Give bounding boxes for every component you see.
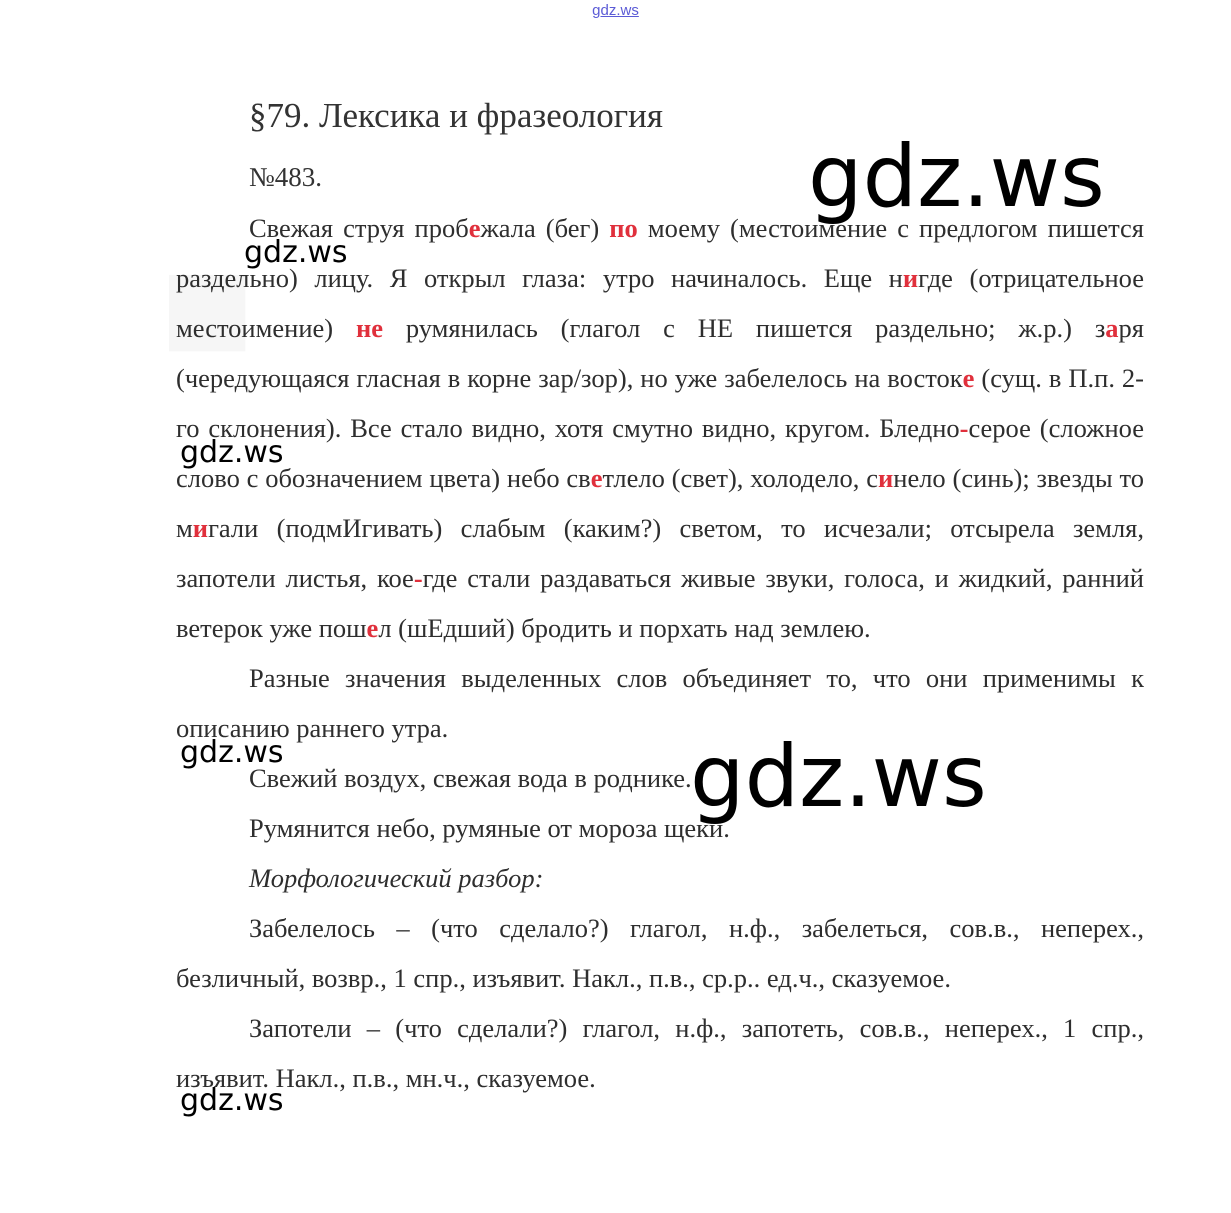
morph-heading: Морфологический разбор:	[249, 863, 544, 893]
highlight-letter: е	[590, 463, 603, 493]
highlight-letter: а	[1105, 313, 1119, 343]
highlight-letter: е	[366, 613, 379, 643]
site-link[interactable]: gdz.ws	[592, 2, 639, 19]
example-fresh: Свежий воздух, свежая вода в роднике.	[249, 763, 692, 793]
watermark-large: gdz.ws	[690, 727, 987, 827]
watermark-small: gdz.ws	[180, 435, 284, 470]
highlight-letter: е	[962, 363, 975, 393]
paragraph-main: Свежая струя пробежала (бег) по моему (местоимение с предлогом пишется раздельно) лицу. Я открыл глаза: утро начиналось. Еще нигде (отрицательное местоимение) не румянилась (глагол с НЕ пишется раздельно; ж.р.) заря (чередующаяся гласная в корне зар/зор), но уже забелелось на востоке (сущ. в П.п. 2-го склонения). Все стало видно, хотя смутно видно, кругом. Бледно-серое (сложное слово с обозначением цвета) небо светлело (свет), холодело, синело (синь); звезды то мигали (подмИгивать) слабым (каким?) светом, то исчезали; отсырела земля, запотели листья, кое-где стали раздаваться живые звуки, голоса, и жидкий, ранний ветерок уже пошел (шЕдший) бродить и порхать над землею.	[176, 213, 1145, 643]
highlight-letter: е	[468, 213, 481, 243]
morph-analysis-1: Забелелось – (что сделало?) глагол, н.ф., забелеться, сов.в., неперех., безличный, возвр., 1 спр., изъявит. Накл., п.в., ср.р.. ед.ч., сказуемое.	[176, 913, 1144, 993]
example-ruddy: Румянится небо, румяные от мороза щеки.	[249, 813, 730, 843]
highlight-letter: и	[902, 263, 919, 293]
watermark-small: gdz.ws	[180, 735, 284, 770]
highlight-letter: и	[192, 513, 209, 543]
page-title: §79. Лексика и фразеология	[249, 96, 663, 135]
highlight-letter: и	[877, 463, 894, 493]
watermark-small: gdz.ws	[180, 1083, 284, 1118]
highlight-hyphen: -	[413, 563, 423, 593]
exercise-number: №483.	[249, 162, 323, 192]
watermark-small: gdz.ws	[244, 235, 348, 270]
highlight-hyphen: -	[959, 413, 969, 443]
answer-text	[176, 203, 1144, 1103]
highlight-word: не	[355, 313, 383, 343]
paragraph-explanation: Разные значения выделенных слов объединяет то, что они применимы к описанию раннего утра.	[176, 663, 1144, 743]
morph-analysis-2: Запотели – (что сделали?) глагол, н.ф., запотеть, сов.в., неперех., 1 спр., изъявит. Накл., п.в., мн.ч., сказуемое.	[176, 1013, 1144, 1093]
highlight-word: по	[609, 213, 638, 243]
watermark-large: gdz.ws	[808, 127, 1105, 227]
